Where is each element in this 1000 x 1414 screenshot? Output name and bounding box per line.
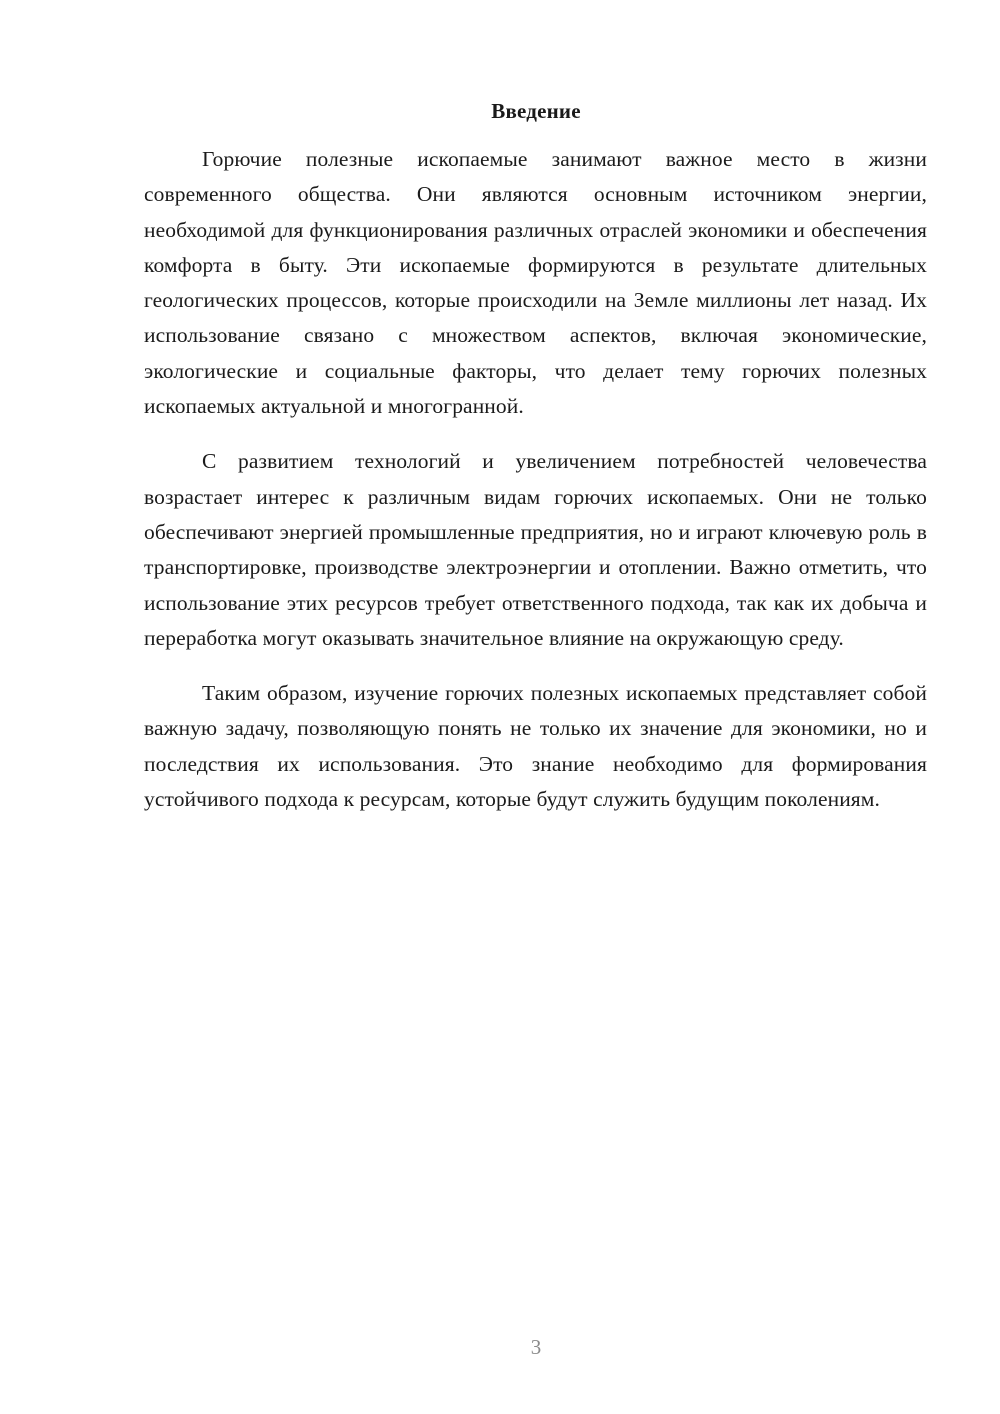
body-text [144,142,927,817]
paragraph-3: Таким образом, изучение горючих полезных ископаемых представляет собой важную задачу, позволяющую понять не только их значение для экономики, но и последствия их использования. Это знание необходимо для формирования устойчивого подхода к ресурсам, которые будут служить будущим поколениям. [144,681,927,812]
section-title: Введение [491,99,581,123]
paragraph-2: С развитием технологий и увеличением потребностей человечества возрастает интерес к различным видам горючих ископаемых. Они не только обеспечивают энергией промышленные предприятия, но и играют ключевую роль в транспортировке, производстве электроэнергии и отоплении. Важно отметить, что использование этих ресурсов требует ответственного подхода, так как их добыча и переработка могут оказывать значительное влияние на окружающую среду. [144,449,927,650]
page-number: 3 [530,1335,542,1359]
paragraph-1: Горючие полезные ископаемые занимают важное место в жизни современного общества. Они являются основным источником энергии, необходимой для функционирования различных отраслей экономики и обеспечения комфорта в быту. Эти ископаемые формируются в результате длительных геологических процессов, которые происходили на Земле миллионы лет назад. Их использование связано с множеством аспектов, включая экономические, экологические и социальные факторы, что делает тему горючих полезных ископаемых актуальной и многогранной. [144,147,927,419]
